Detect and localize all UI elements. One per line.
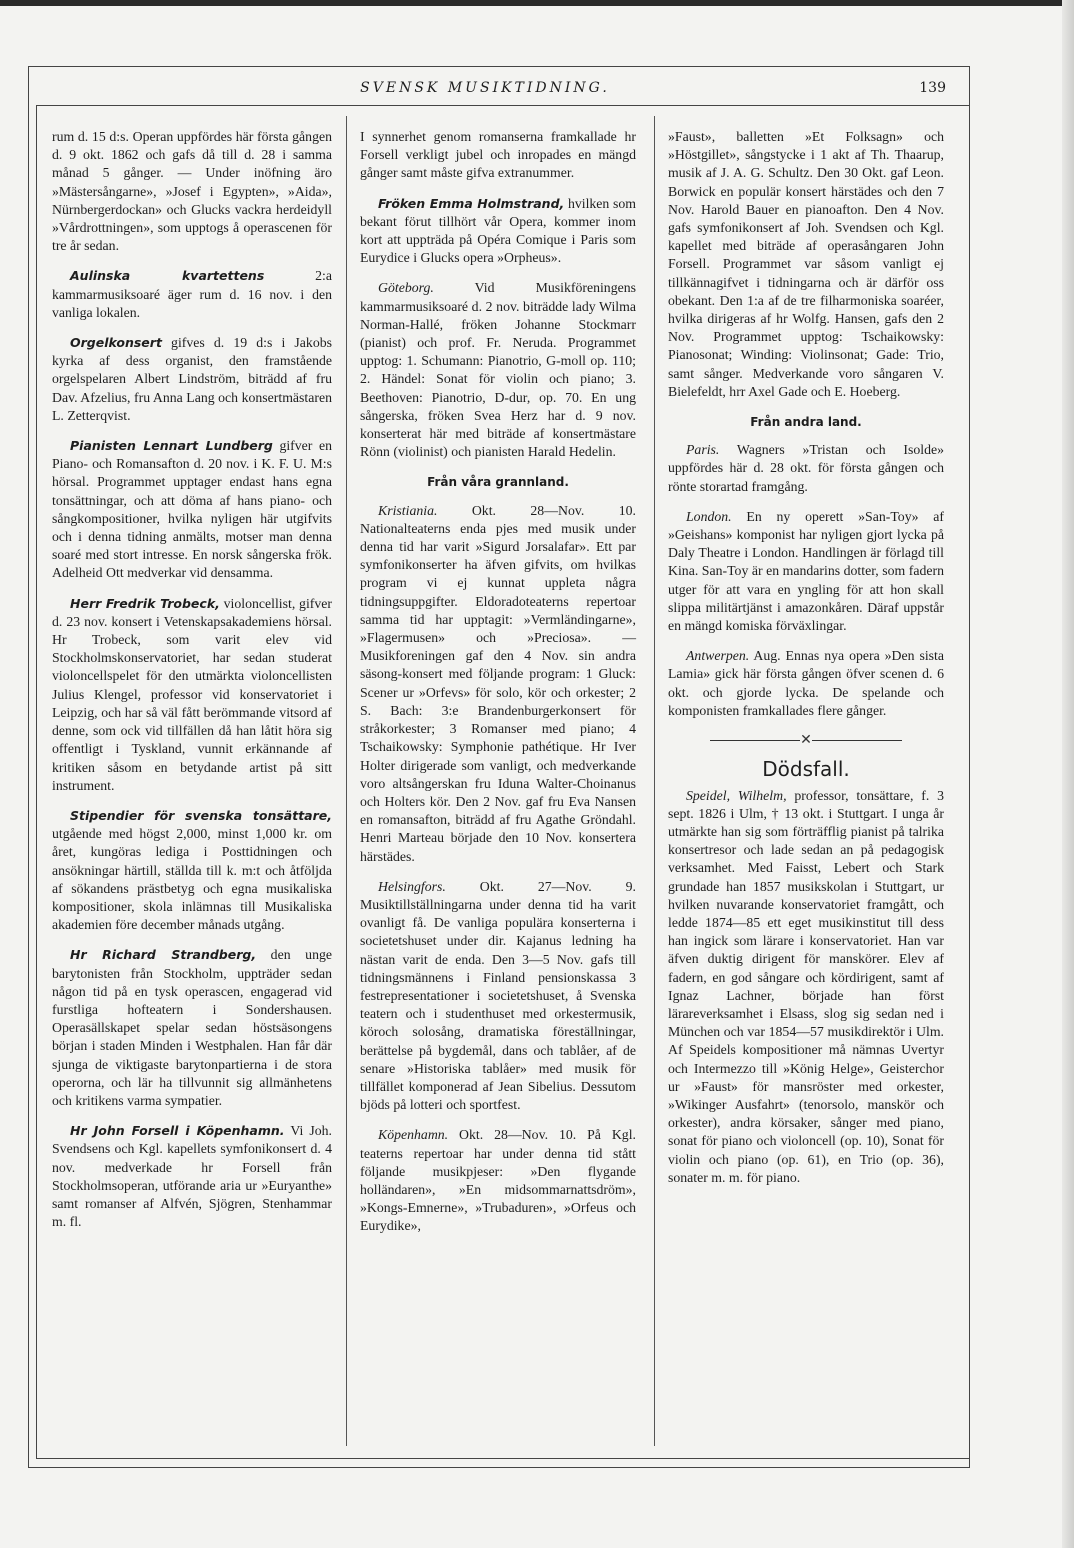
paragraph: Stipendier för svenska tonsättare, utgående med högst 2,000, minst 1,000 kr. om året, kungöras lediga i Posttidningen och ansökningar härtill, ställda till k. m:t och åtföljda af sökandens prästbetyg och egna musikaliska kompositioner, skola inlämnas till Musikaliska akademien före december månads utgång. <box>52 807 332 933</box>
place-name: Köpenhamn. <box>378 1127 449 1143</box>
place-name: Kristiania. <box>378 502 438 518</box>
running-title: SVENSK MUSIKTIDNING. <box>360 80 610 96</box>
column-divider <box>654 116 655 1446</box>
paragraph: Orgelkonsert gifves d. 19 d:s i Jakobs kyrka af dess organist, den framstående orgelspelaren Albert Lindström, biträdd af fru Dav. Afzelius, fru Anna Lang och konsertmästaren L. Zetterqvist. <box>52 335 332 423</box>
paragraph-lead: Stipendier för svenska tonsättare, <box>70 807 332 823</box>
place-name: Helsingfors. <box>378 878 446 894</box>
paragraph: Köpenhamn. Okt. 28—Nov. 10. På Kgl. teaterns repertoar har under denna tid stått följande musikpjeser: »Den flygande holländaren», »En midsommarnattsdröm», »Kongs-Emnerne», »Trubaduren», »Orfeus och Eurydike», <box>360 1127 636 1234</box>
column-1 <box>52 128 332 1243</box>
ornament-icon: ✕ <box>800 733 812 749</box>
paragraph: Paris. Wagners »Tristan och Isolde» uppfördes här d. 28 okt. för första gången och rönte storartad framgång. <box>668 442 944 494</box>
paragraph: Herr Fredrik Trobeck, violoncellist, gifver d. 23 nov. konsert i Vetenskapsakademiens hörsal. Hr Trobeck, som varit elev vid Stockholmskonservatoriet, har sedan studerat violoncellspelet för den utmärkta violoncellisten Julius Klengel, professor vid konservatoriet i Leipzig, och har så väl fått berömmande vitsord af denne, som ock vid tillfällen då han låtit höra sig offentligt i Tyskland, vunnit erkännande af kritiken såsom en betydande artist på sitt instrument. <box>52 595 332 793</box>
paragraph: I synnerhet genom romanserna framkallade hr Forsell verkligt jubel och inropades en mängd gånger samt måste gifva extranummer. <box>360 129 636 181</box>
paragraph-lead: Aulinska kvartettens <box>70 268 265 284</box>
paragraph: Speidel, Wilhelm, professor, tonsättare, f. 3 sept. 1826 i Ulm, † 13 okt. i Stuttgart. I unga år utmärkte han sig som förträfflig pianist på talrika konsertresor och lade sedan an på pedagogisk verksamhet. Med Faisst, Lebert och Stark grundade han 1857 musikskolan i Stuttgart, ur hvilken nuvarande konservatoriet framgått, och ledde 1874—85 ett eget musikinstitut till dess han ingick som lärare i konservatoriet. Han var äfven duktig dirigent för manskörer. Elev af fadern, en god sångare och kördirigent, samt af Ignaz Lachner, började han först lärareverksamhet i Elsass, slog sig sedan ned i München och var 1854—57 musikdirektör i Ulm. Af Speidels kompositioner må nämnas Uvertyr och Intermezzo till »König Helge», Geisterchor ur »Faust» för mansröster med orkester, »Wikinger Ausfahrt» (tenorsolo, manskör och orkester), andra körsaker, sånger med piano, sonat för piano och violoncell (op. 10), Sonat för violin och piano (op. 61), en Trio (op. 36), sonater m. m. för piano. <box>668 787 944 1185</box>
section-heading: Från våra grannland. <box>427 475 569 490</box>
paragraph-lead: Orgelkonsert <box>70 335 162 351</box>
paragraph-lead: Hr John Forsell i Köpenhamn. <box>70 1123 285 1139</box>
obituary-name: Speidel, Wilhelm, <box>686 787 787 803</box>
column-3 <box>668 128 944 1199</box>
paragraph-lead: Herr Fredrik Trobeck, <box>70 595 220 611</box>
paragraph-lead: Fröken Emma Holmstrand, <box>378 195 565 211</box>
paragraph: Hr Richard Strandberg, den unge barytonisten från Stockholm, uppträder sedan någon tid på en tysk operascen, engagerad vid furstliga hofteatern i Sondershausen. Operasällskapet spelar sedan höstsäsongens början i staden Minden i Westphalen. Han får där sjunga de viktigaste barytonpartierna i de stora operorna, och lär ha tillvunnit sig allmänhetens och kritikens varma sympatier. <box>52 947 333 1108</box>
place-name: Göteborg. <box>378 280 434 296</box>
page-right-edge <box>1062 0 1074 1548</box>
paragraph-lead: Pianisten Lennart Lundberg <box>70 438 273 454</box>
paragraph: Aulinska kvartettens 2:a kammarmusiksoaré äger rum d. 16 nov. i den vanliga lokalen. <box>52 268 332 320</box>
column-divider <box>346 116 347 1446</box>
paragraph: Helsingfors. Okt. 27—Nov. 9. Musiktillställningarna under denna tid ha varit ovanligt få. De vanliga populära konserterna i societetshuset under dir. Kajanus ledning ha nästan varit de enda. Den 3—5 Nov. gafs till tidningsmännens i Finland pensionskassa 3 festrepresentationer i societetshuset, å Svenska teatern och i studenthuset med orkestermusik, köroch solosång, dramatiska föreställningar, berättelse på bygdemål, dans och tablåer, af de senare »Historiska tablåer» med musik för tillfället komponerad af Jean Sibelius. Dessutom bjöds på lotteri och sportfest. <box>360 878 636 1113</box>
paragraph: Fröken Emma Holmstrand, hvilken som bekant förut tillhört vår Opera, kommer inom kort att uppträda på Opéra Comique i Paris som Eurydice i Glucks opera »Orpheus». <box>360 195 636 266</box>
obituary-heading: Dödsfall. <box>762 757 850 782</box>
paragraph: rum d. 15 d:s. Operan uppfördes här första gången d. 9 okt. 1862 och gafs då till d. 28 i samma månad 5 gånger. — Under inöfning äro »Mästersångarne», »Josef i Egypten», »Aida», Nürnbergerdockan» och Glucks vackra herdeidyll »Vårdrottningen», som upptogs å operascenen för tre år sedan. <box>52 129 332 254</box>
paragraph: Hr John Forsell i Köpenhamn. Vi Joh. Svendsens och Kgl. kapellets symfonikonsert d. 4 nov. medverkade hr Forsell från Stockholmsoperan, utförande aria ur »Euryanthe» samt romanser af Alfvén, Sjögren, Stenhammar m. fl. <box>52 1123 332 1230</box>
page-number: 139 <box>919 80 946 96</box>
place-name: Paris. <box>686 442 720 458</box>
paragraph: »Faust», balletten »Et Folksagn» och »Höstgillet», sångstycke i 1 akt af Th. Thaarup, musik af J. A. G. Schultz. Den 30 Okt. gaf Leon. Borwick en populär konsert härstädes och den 7 Nov. Harold Bauer en pianoafton. Den 4 Nov. gafs symfonikonsert af Joh. Svendsen och Kgl. kapellet med biträde af operasångaren John Forsell. Programmet var såsom vanligt ej tillkännagifvet i tidningarna och är därför oss obekant. Den 1:a af de tre filharmoniska soaréer, hvilka dirigeras af hr Wolfg. Hansen, gafs den 2 Nov. Programmet upptog: Tschaikowsky: Pianosonat; Winding: Violinsonat; Gade: Trio, samt sånger. Medverkande voro sångaren V. Bielefeldt, hrr Axel Gade och E. Hoeberg. <box>668 129 944 399</box>
place-name: London. <box>686 508 732 524</box>
place-name: Antwerpen. <box>686 648 750 664</box>
paragraph: Antwerpen. Aug. Ennas nya opera »Den sista Lamia» gick här första gången öfver scenen d. 6 okt. och gjorde lycka. De spelande och komponisten framkallades flere gånger. <box>668 648 944 718</box>
paragraph: London. En ny operett »San-Toy» af »Geishans» komponist har nyligen gjort lycka på Daly Theatre i London. Handlingen är förlagd till Kina. San-Toy är en mandarins dotter, som fadern utger för att vara en yngling för att hon skall slippa militärtjänst i amazonkåren. Däraf uppstår en mängd komiska förväxlingar. <box>668 508 944 634</box>
paragraph: Pianisten Lennart Lundberg gifver en Piano- och Romansafton d. 20 nov. i K. F. U. M:s hörsal. Programmet upptager endast hans egna tonsättningar, och att döma af hans piano- och sångkompositioner, hvilka nyligen här utgifvits och i denna tidning anmälts, motser man denna soaré med stort intresse. En norsk sångerska frök. Adelheid Ott medverkar vid densamma. <box>52 438 332 581</box>
paragraph: Göteborg. Vid Musikföreningens kammarmusiksoaré d. 2 nov. biträdde lady Wilma Norman-Hallé, fröken Johanne Stockmarr (pianist) och prof. Fr. Neruda. Programmet upptog: 1. Schumann: Pianotrio, G-moll op. 110; 2. Händel: Sonat för violin och piano; 3. Beethoven: Pianotrio, D-dur, op. 70. En ung sångerska, fröken Svea Herz har d. 9 nov. konserterat här med biträde af konsertmästare Rönn (violinist) och pianisten Harald Hedelin. <box>360 280 636 460</box>
section-heading: Från andra land. <box>750 415 862 430</box>
paragraph: Kristiania. Okt. 28—Nov. 10. Nationalteaterns enda pjes med musik under denna tid har varit »Sigurd Jorsalafar». Ett par symfonikonserter ha äfven gifvits, om hvilkas program vi ej kunnat uppleta några tidningsuppgifter. Eldoradoteaterns repertoar samma tid har upptagit: »Vermländingarne», »Flagermusen» och »Preciosa». — Musikforeningen gaf den 4 Nov. sin andra säsong-konsert med följande program: 1 Gluck: Scener ur »Orfevs» för solo, kör och orkester; 2 S. Bach: 3:e Brandenburgerkonsert för stråkorkester; 3 Romanser med piano; 4 Tschaikowsky: Symphonie pathétique. Hr Iver Holter dirigerade som vanligt, och medverkande voro altsångerskan fru Iduna Walter-Choinanus och Holters kör. Den 2 Nov. gaf fru Eva Nansen en romansafton, biträdd af fru Agathe Gröndahl. Henri Marteau började den 10 Nov. konsertera härstädes. <box>360 502 636 864</box>
paragraph-lead: Hr Richard Strandberg, <box>70 947 257 963</box>
page-top-edge <box>0 0 1074 6</box>
column-2 <box>360 128 636 1248</box>
ornament-divider <box>668 732 944 750</box>
